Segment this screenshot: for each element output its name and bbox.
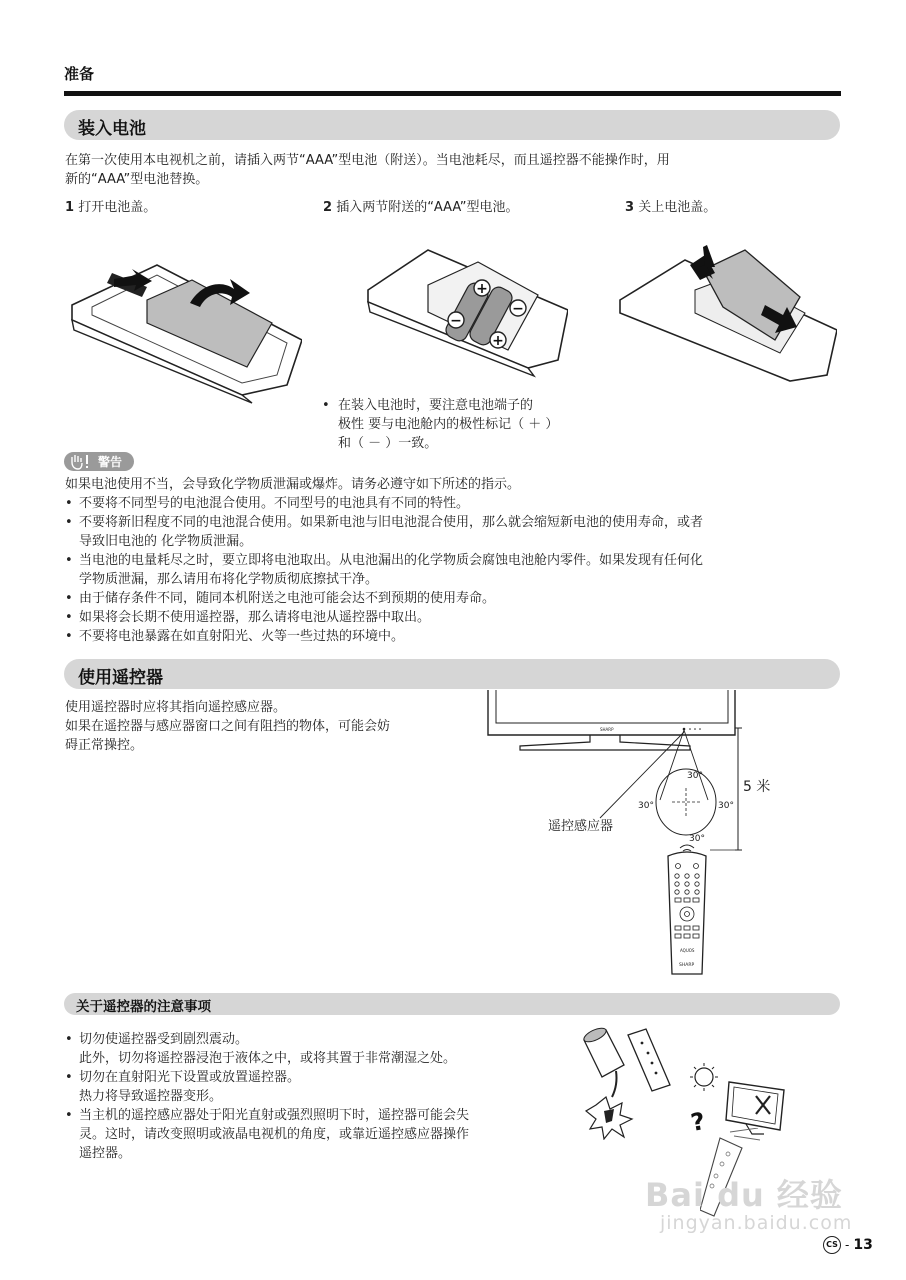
warning-item-line: 不要将不同型号的电池混合使用。不同型号的电池具有不同的特性。 xyxy=(79,496,470,511)
warning-item-line: 学物质泄漏，那么请用布将化学物质彻底擦拭干净。 xyxy=(79,572,379,587)
header-rule xyxy=(64,91,841,96)
polarity-note-line: 在装入电池时，要注意电池端子的 xyxy=(338,398,534,413)
remote-line3: 碍正常操控。 xyxy=(65,738,144,753)
section-title: 关于遥控器的注意事项 xyxy=(76,999,211,1015)
warning-item-line: 由于储存条件不同，随同本机附送之电池可能会达不到预期的使用寿命。 xyxy=(79,591,496,606)
warning-item-line: 当电池的电量耗尽之时，要立即将电池取出。从电池漏出的化学物质会腐蚀电池舱内零件。如果发现有任何化 xyxy=(79,553,704,568)
question-mark-icon: ? xyxy=(688,1107,708,1137)
bullet-dot: • xyxy=(65,553,73,568)
warning-item-line: 不要将新旧程度不同的电池混合使用。如果新电池与旧电池混合使用，那么就会缩短新电池的使用寿命，或者 xyxy=(79,515,704,530)
illustration-close-cover xyxy=(615,235,837,385)
bullet-dot: • xyxy=(65,629,73,644)
battery-intro-line1: 在第一次使用本电视机之前，请插入两节“AAA”型电池（附送）。当电池耗尽，而且遥控器不能操作时，用 xyxy=(65,153,670,168)
section-header-remote xyxy=(64,659,840,689)
warning-item-line: 导致旧电池的 化学物质泄漏。 xyxy=(79,534,253,549)
remote-brand-logo: SHARP xyxy=(679,963,695,968)
caution-item-line: 此外，切勿将遥控器浸泡于液体之中，或将其置于非常潮湿之处。 xyxy=(79,1051,457,1066)
caution-item-line: 灵。这时，请改变照明或液晶电视机的角度，或靠近遥控感应器操作 xyxy=(79,1127,470,1142)
bullet-dot: • xyxy=(65,1108,73,1123)
step-number: 3 xyxy=(625,200,635,215)
bullet-dot: • xyxy=(65,515,73,530)
section-header-battery xyxy=(64,110,840,140)
angle-label-left: 30° xyxy=(638,801,654,811)
remote-model-logo: AQUOS xyxy=(680,948,695,953)
watermark-brand: Bai du 经验 xyxy=(645,1176,843,1214)
angle-label-top: 30° xyxy=(687,771,703,781)
remote-line1: 使用遥控器时应将其指向遥控感应器。 xyxy=(65,700,287,715)
step-number: 1 xyxy=(65,200,75,215)
caution-item-line: 切勿使遥控器受到剧烈震动。 xyxy=(79,1032,249,1047)
caution-item-line: 切勿在直射阳光下设置或放置遥控器。 xyxy=(79,1070,301,1085)
section-title: 使用遥控器 xyxy=(78,668,163,688)
battery-intro-line2: 新的“AAA”型电池替换。 xyxy=(65,172,209,187)
bullet-dot: • xyxy=(65,1032,73,1047)
polarity-note-line: 极性 要与电池舱内的极性标记（ ＋ ） xyxy=(338,417,559,432)
watermark-url: jingyan.baidu.com xyxy=(660,1212,853,1234)
bullet-dot: • xyxy=(65,1070,73,1085)
angle-label-bottom: 30° xyxy=(689,834,705,844)
language-badge: CS xyxy=(823,1236,841,1254)
polarity-note-line: 和（ － ）一致。 xyxy=(338,436,438,451)
caution-item-line: 热力将导致遥控器变形。 xyxy=(79,1089,223,1104)
warning-label: 警告 xyxy=(98,455,123,469)
section-title: 装入电池 xyxy=(78,119,146,139)
angle-label-right: 30° xyxy=(718,801,734,811)
polarity-note xyxy=(322,396,602,453)
bullet-dot: • xyxy=(322,398,330,413)
bullet-dot: • xyxy=(65,496,73,511)
sensor-label: 遥控感应器 xyxy=(548,819,614,834)
warning-item-line: 如果将会长期不使用遥控器，那么请将电池从遥控器中取出。 xyxy=(79,610,431,625)
bullet-dot: • xyxy=(65,610,73,625)
step-text: 关上电池盖。 xyxy=(638,200,717,215)
liquid-spill-illustration xyxy=(576,1025,676,1140)
bullet-dot: • xyxy=(65,591,73,606)
sun-icon xyxy=(695,1068,713,1086)
polarity-minus-symbol: − xyxy=(450,313,462,329)
polarity-plus-symbol: + xyxy=(476,281,488,297)
footer xyxy=(823,1236,873,1254)
illustration-open-cover xyxy=(62,245,302,405)
warning-intro: 如果电池使用不当，会导致化学物质泄漏或爆炸。请务必遵守如下所述的指示。 xyxy=(65,477,521,492)
remote-line2: 如果在遥控器与感应器窗口之间有阻挡的物体，可能会妨 xyxy=(65,719,391,734)
illustration-insert-batteries xyxy=(358,240,568,380)
step-text: 打开电池盖。 xyxy=(78,200,157,215)
section-header-cautions xyxy=(64,993,840,1015)
warning-item-line: 不要将电池暴露在如直射阳光、火等一些过热的环境中。 xyxy=(79,629,405,644)
polarity-plus-symbol: + xyxy=(492,333,504,349)
caution-item-line: 遥控器。 xyxy=(79,1146,132,1161)
step-text: 插入两节附送的“AAA”型电池。 xyxy=(336,200,519,215)
step-3 xyxy=(625,198,716,217)
warning-badge xyxy=(64,452,134,471)
step-number: 2 xyxy=(323,200,333,215)
polarity-minus-symbol: − xyxy=(512,301,524,317)
hand-warning-icon xyxy=(69,453,95,470)
chapter-title: 准备 xyxy=(64,65,95,83)
remote-range-diagram xyxy=(480,690,800,980)
step-1 xyxy=(65,198,156,217)
tv-brand-logo: SHARP xyxy=(600,727,614,732)
caution-item-line: 当主机的遥控感应器处于阳光直射或强烈照明下时，遥控器可能会失 xyxy=(79,1108,470,1123)
page-number: 13 xyxy=(853,1237,873,1253)
step-2 xyxy=(323,198,518,217)
page-separator: - xyxy=(845,1238,850,1252)
distance-label: 5 米 xyxy=(743,779,771,795)
